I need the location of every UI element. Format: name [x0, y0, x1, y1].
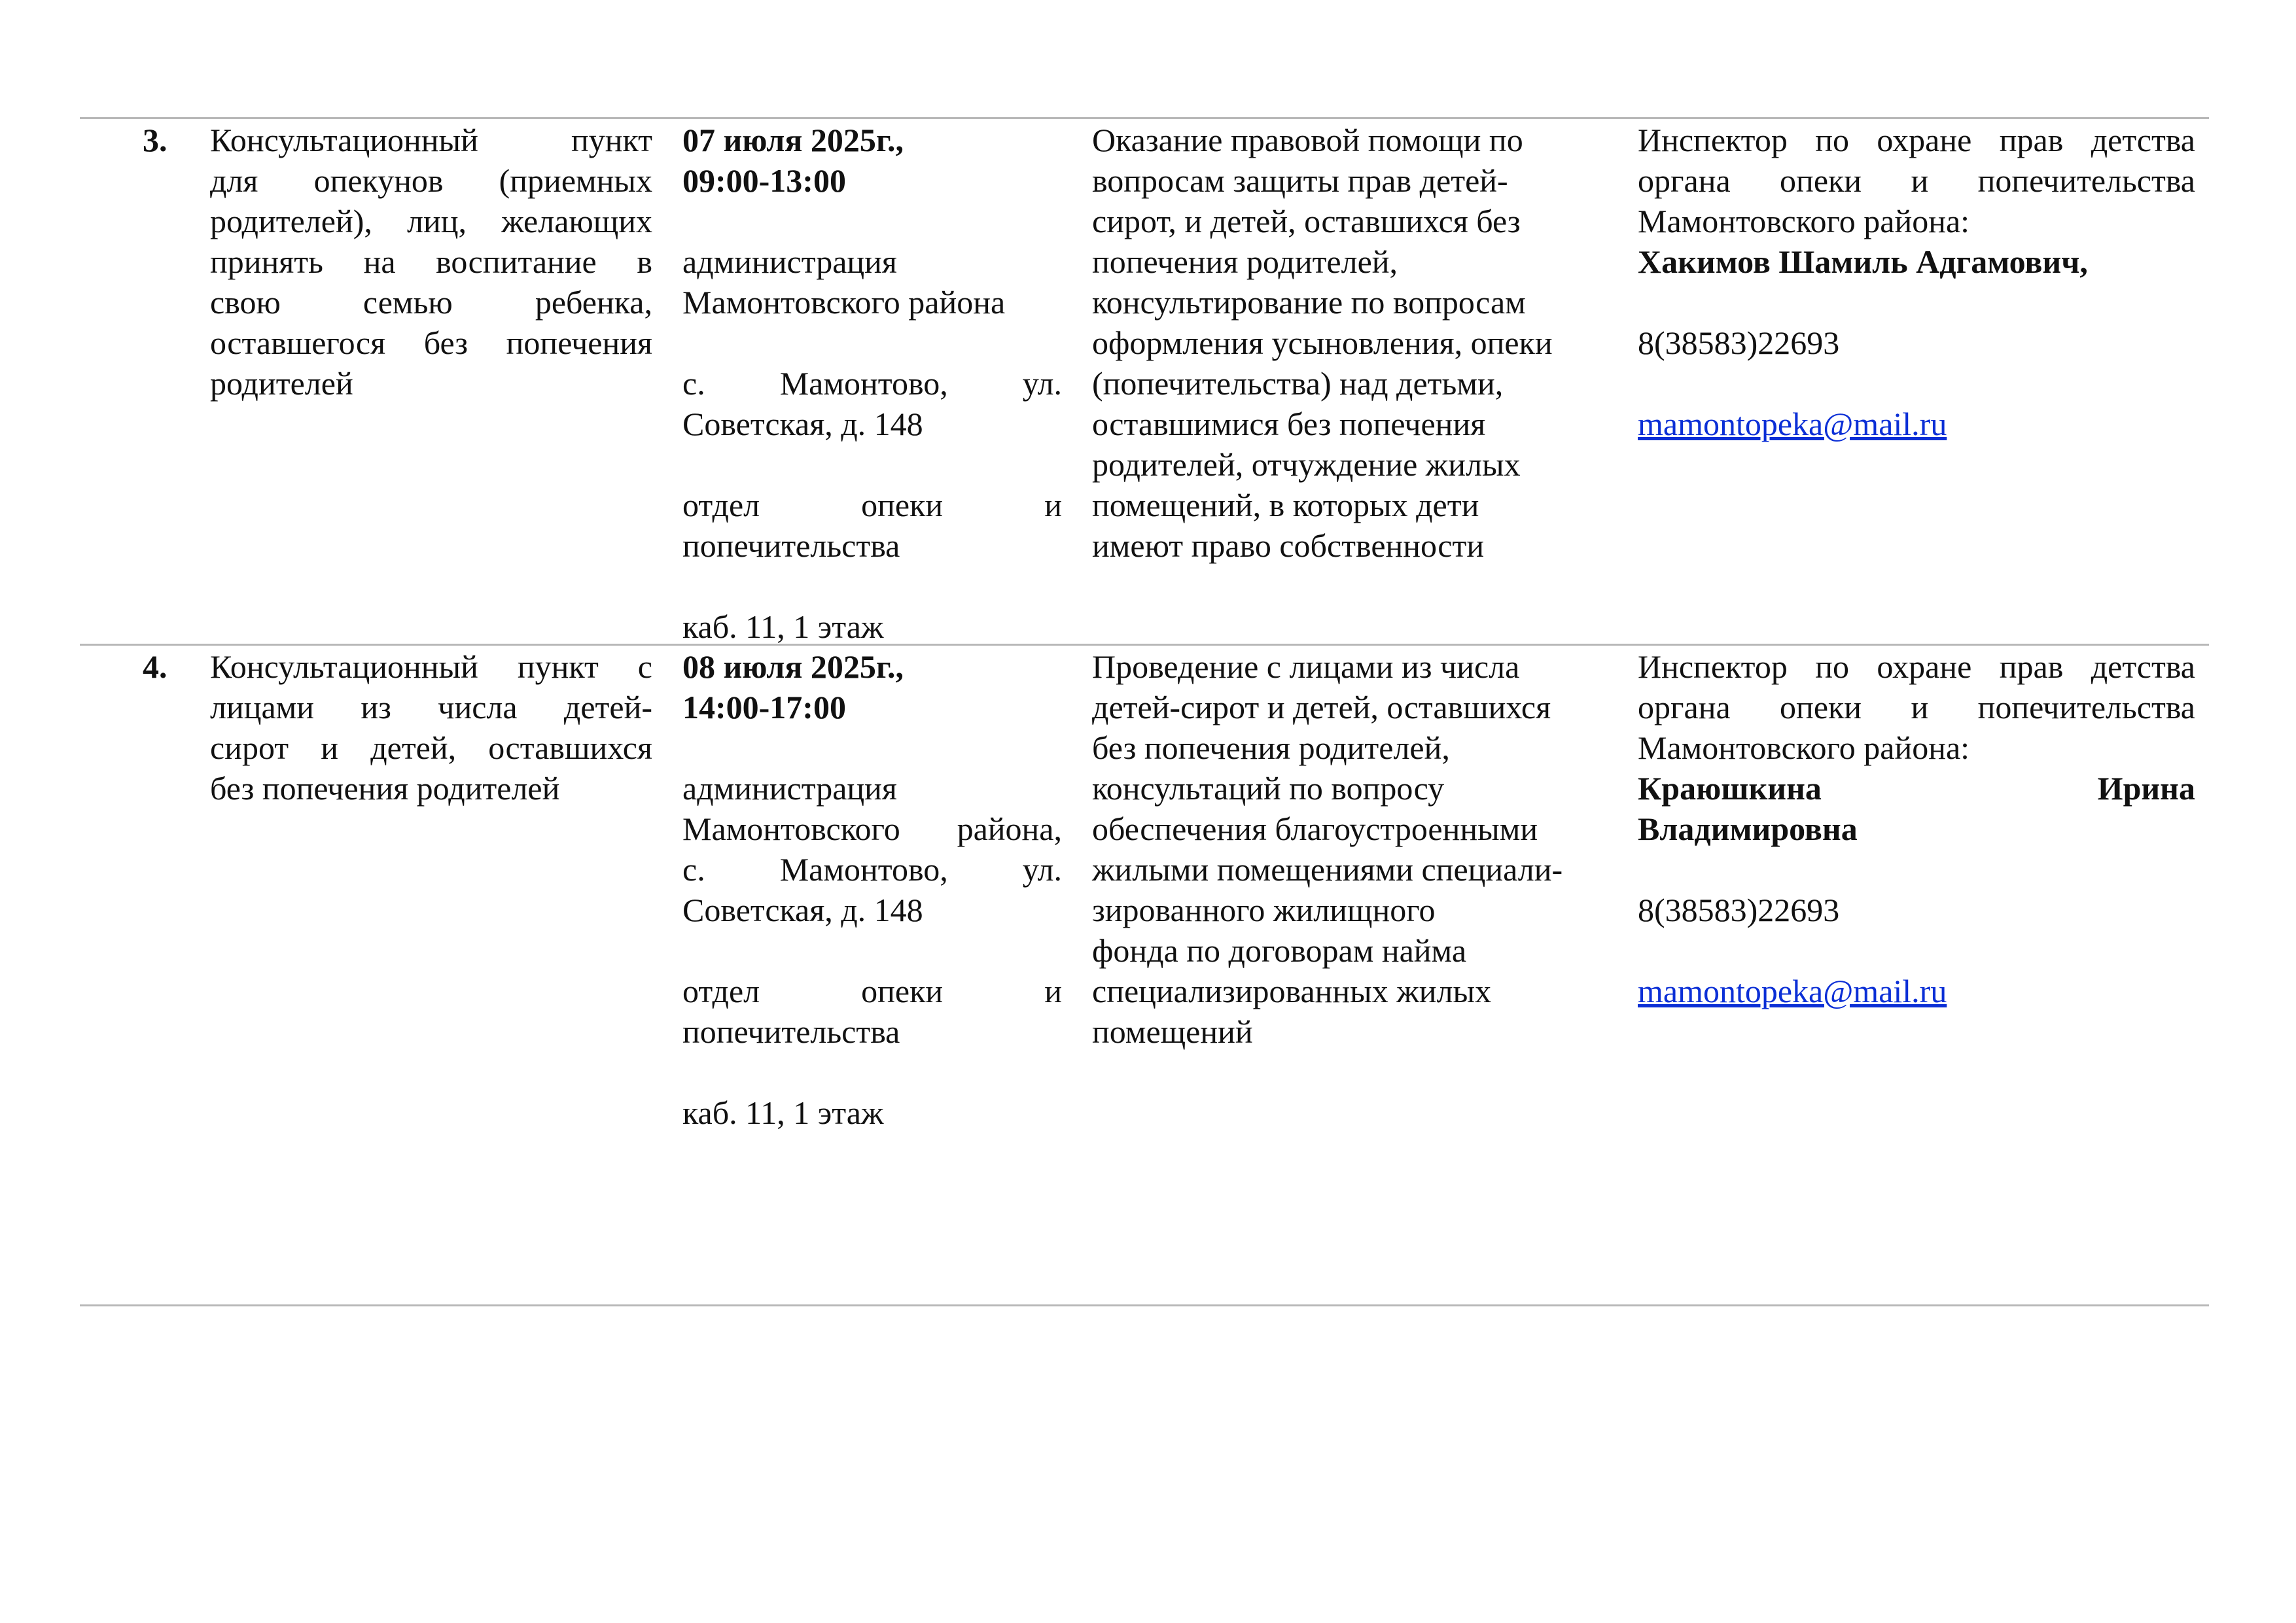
address-line: с. Мамонтово, ул. [682, 365, 1062, 402]
address-line: Советская, д. 148 [682, 406, 923, 442]
event-name-line: Консультационный пункт [210, 122, 652, 158]
description-line: консультирование по вопросам [1092, 284, 1526, 321]
description-line: (попечительства) над детьми, [1092, 365, 1504, 402]
contact-cell [1638, 646, 2195, 1011]
description-line: попечения родителей, [1092, 243, 1398, 280]
event-name-line: сирот и детей, оставшихся [210, 729, 652, 766]
description-cell [1092, 120, 1616, 566]
contact-email-link[interactable]: mamontopeka@mail.ru [1638, 973, 1947, 1009]
event-name-line: свою семью ребенка, [210, 284, 652, 321]
event-date: 07 июля 2025г., [682, 122, 904, 158]
event-name-cell [210, 120, 652, 404]
room-number: каб. 11, 1 этаж [682, 608, 884, 645]
description-line: оформления усыновления, опеки [1092, 324, 1553, 361]
room-number: каб. 11, 1 этаж [682, 1094, 884, 1131]
description-line: Оказание правовой помощи по [1092, 122, 1523, 158]
department-line: попечительства [682, 527, 900, 564]
address-line: с. Мамонтово, ул. [682, 851, 1062, 888]
description-line: зированного жилищного [1092, 892, 1436, 928]
venue-line: администрация [682, 770, 897, 807]
table-bottom-border [80, 1304, 2209, 1306]
event-name-line: лицами из числа детей- [210, 689, 652, 725]
contact-name: Краюшкина Ирина [1638, 770, 2195, 807]
description-line: помещений, в которых дети [1092, 487, 1479, 523]
description-line: помещений [1092, 1013, 1253, 1050]
row-number: 3. [143, 122, 168, 158]
description-line: сирот, и детей, оставшихся без [1092, 203, 1521, 239]
description-line: Проведение с лицами из числа [1092, 648, 1520, 685]
description-line: фонда по договорам найма [1092, 932, 1467, 969]
venue-line: Мамонтовского района, [682, 811, 1062, 847]
description-line: жилыми помещениями специали- [1092, 851, 1563, 888]
department-line: попечительства [682, 1013, 900, 1050]
contact-phone: 8(38583)22693 [1638, 324, 1840, 361]
address-line: Советская, д. 148 [682, 892, 923, 928]
event-name-line: для опекунов (приемных [210, 162, 652, 199]
description-line: обеспечения благоустроенными [1092, 811, 1538, 847]
contact-role-line: Мамонтовского района: [1638, 203, 1970, 239]
table-top-border [80, 117, 2209, 119]
date-location-cell [682, 646, 1062, 1133]
event-name-line: оставшегося без попечения [210, 324, 652, 361]
description-line: консультаций по вопросу [1092, 770, 1445, 807]
date-location-cell [682, 120, 1062, 647]
contact-cell [1638, 120, 2195, 444]
department-line: отдел опеки и [682, 973, 1062, 1009]
contact-name: Хакимов Шамиль Адгамович, [1638, 243, 2088, 280]
contact-role-line: Инспектор по охране прав детства [1638, 122, 2195, 158]
event-name-line: принять на воспитание в [210, 243, 652, 280]
venue-line: Мамонтовского района [682, 284, 1006, 321]
event-time: 09:00-13:00 [682, 162, 846, 199]
contact-name: Владимировна [1638, 811, 1858, 847]
contact-role-line: Мамонтовского района: [1638, 729, 1970, 766]
event-name-line: родителей), лиц, желающих [210, 203, 652, 239]
description-line: специализированных жилых [1092, 973, 1492, 1009]
description-line: оставшимися без попечения [1092, 406, 1486, 442]
event-name-cell [210, 646, 652, 809]
description-line: вопросам защиты прав детей- [1092, 162, 1508, 199]
event-name-line: без попечения родителей [210, 770, 560, 807]
contact-phone: 8(38583)22693 [1638, 892, 1840, 928]
contact-email-link[interactable]: mamontopeka@mail.ru [1638, 406, 1947, 442]
department-line: отдел опеки и [682, 487, 1062, 523]
description-line: без попечения родителей, [1092, 729, 1450, 766]
event-name-line: Консультационный пункт с [210, 648, 652, 685]
contact-role-line: Инспектор по охране прав детства [1638, 648, 2195, 685]
description-line: родителей, отчуждение жилых [1092, 446, 1521, 483]
description-line: имеют право собственности [1092, 527, 1485, 564]
contact-role-line: органа опеки и попечительства [1638, 162, 2195, 199]
event-date: 08 июля 2025г., [682, 648, 904, 685]
event-name-line: родителей [210, 365, 353, 402]
description-line: детей-сирот и детей, оставшихся [1092, 689, 1551, 725]
event-time: 14:00-17:00 [682, 689, 846, 725]
contact-role-line: органа опеки и попечительства [1638, 689, 2195, 725]
row-divider [80, 644, 2209, 646]
row-number: 4. [143, 648, 168, 685]
description-cell [1092, 646, 1616, 1052]
venue-line: администрация [682, 243, 897, 280]
